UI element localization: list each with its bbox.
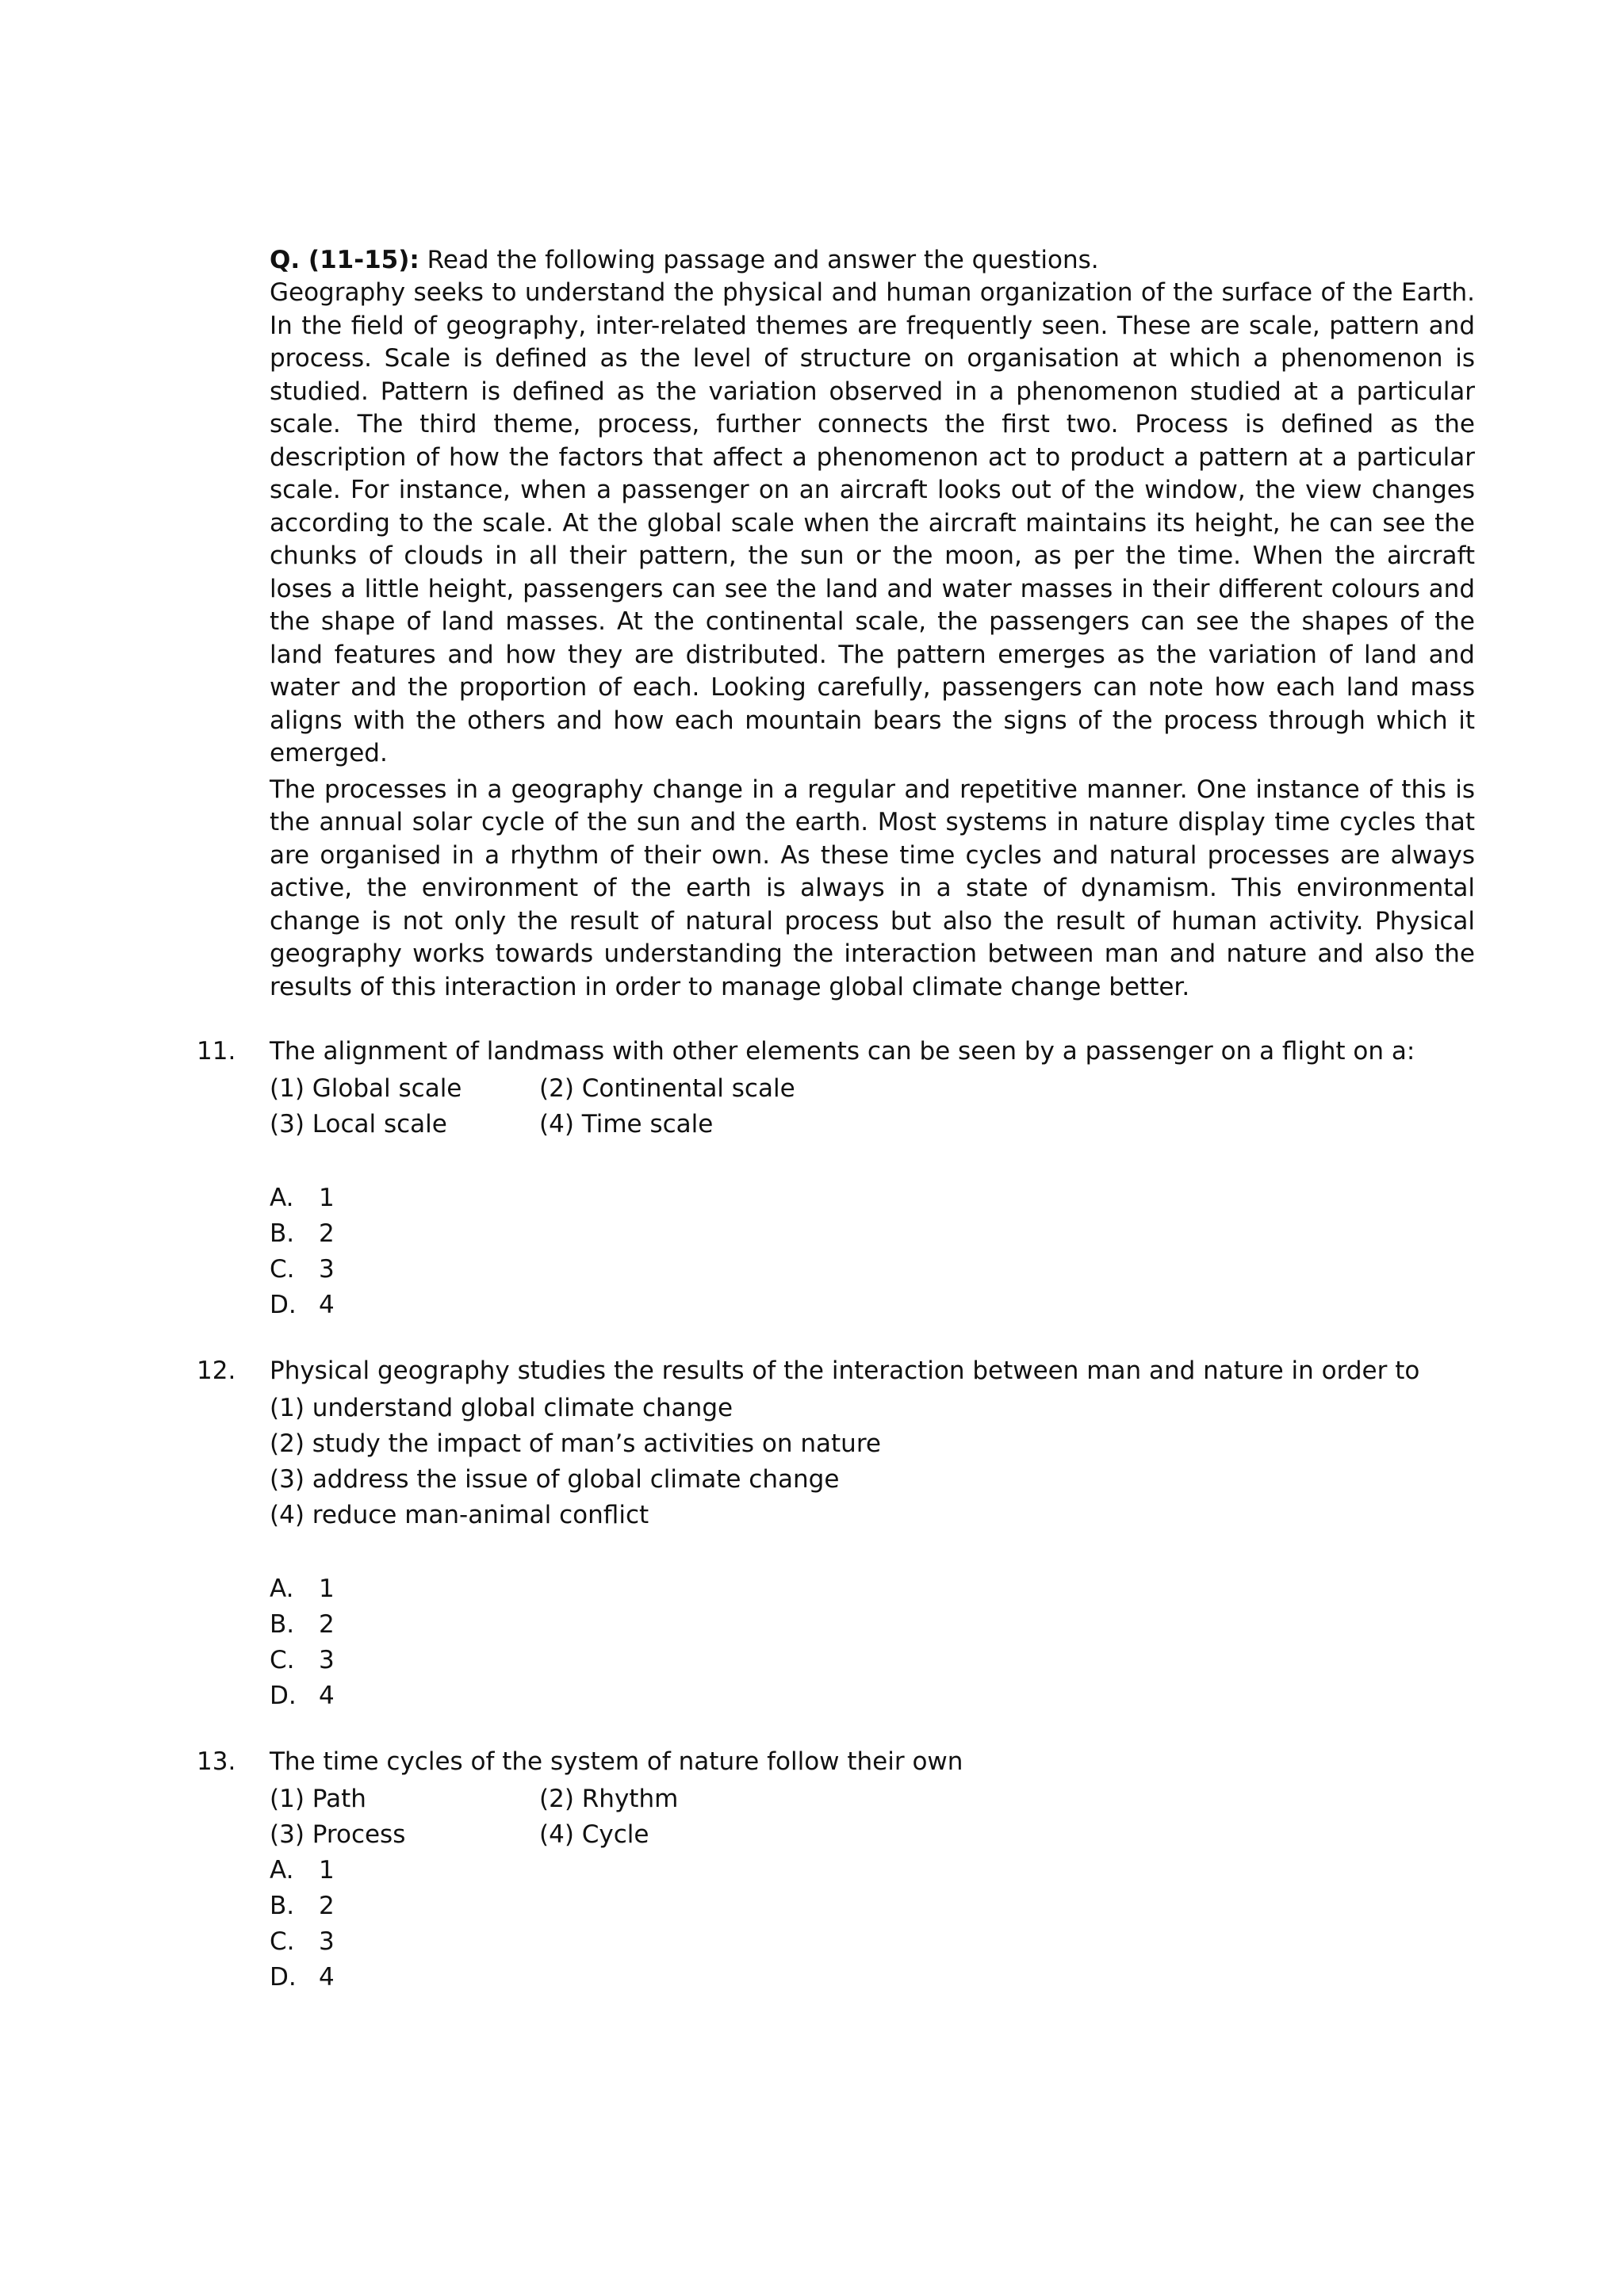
choice-letter: B. [270, 1610, 295, 1639]
passage-heading [270, 244, 1475, 277]
choice-letter: C. [270, 1927, 295, 1956]
choice-b [270, 1607, 1475, 1643]
option-2: (2) study the impact of man’s activities on nature [270, 1429, 881, 1458]
choice-value: 3 [319, 1255, 335, 1284]
choice-a [270, 1181, 1475, 1216]
choice-value: 4 [319, 1963, 335, 1992]
choice-letter: C. [270, 1255, 295, 1284]
page-content [197, 244, 1475, 1996]
answer-choices [270, 1181, 1475, 1323]
choice-letter: C. [270, 1646, 295, 1674]
choice-d [270, 1960, 1475, 1996]
option-4: (4) Cycle [539, 1820, 649, 1849]
question-number: 13. [197, 1747, 236, 1776]
option-3: (3) Local scale [270, 1110, 447, 1138]
choice-value: 3 [319, 1646, 335, 1674]
choice-letter: A. [270, 1856, 294, 1885]
question-text: The alignment of landmass with other elements can be seen by a passenger on a flight on a: [270, 1037, 1415, 1066]
choice-c [270, 1252, 1475, 1288]
option-4: (4) reduce man-animal conflict [270, 1501, 649, 1529]
option-list [270, 1781, 1475, 1853]
passage-heading-prefix: Q. (11-15): [270, 246, 419, 274]
choice-letter: D. [270, 1682, 297, 1710]
choice-a [270, 1853, 1475, 1888]
choice-letter: A. [270, 1575, 294, 1603]
choice-letter: B. [270, 1219, 295, 1248]
choice-letter: A. [270, 1184, 294, 1212]
question-number: 12. [197, 1357, 236, 1385]
passage-paragraph-1: Geography seeks to understand the physical and human organization of the surface of the Earth. In the field of geography, inter-related themes are frequently seen. These are scale, pattern and process. Scale is defined as the level of structure on organisation at which a phenomenon is studied. Pattern is defined as the variation observed in a phenomenon studied at a particular scale. The third theme, process, further connects the first two. Process is defined as the description of how the factors that affect a phenomenon act to product a pattern at a particular scale. For instance, when a passenger on an aircraft looks out of the window, the view changes according to the scale. At the global scale when the aircraft maintains its height, he can see the chunks of clouds in all their pattern, the sun or the moon, as per the time. When the aircraft loses a little height, passengers can see the land and water masses in their different colours and the shape of land masses. At the continental scale, the passengers can see the shapes of the land features and how they are distributed. The pattern emerges as the variation of land and water and the proportion of each. Looking carefully, passengers can note how each land mass aligns with the others and how each mountain bears the signs of the process through which it emerged. [270, 278, 1475, 767]
question-13 [197, 1746, 1475, 1996]
choice-letter: D. [270, 1963, 297, 1992]
choice-c [270, 1643, 1475, 1678]
option-4: (4) Time scale [539, 1110, 714, 1138]
choice-value: 1 [319, 1184, 335, 1212]
option-3: (3) Process [270, 1820, 406, 1849]
choice-value: 2 [319, 1610, 335, 1639]
option-3: (3) address the issue of global climate change [270, 1465, 840, 1494]
answer-choices [270, 1571, 1475, 1714]
question-text: The time cycles of the system of nature follow their own [270, 1747, 963, 1776]
choice-value: 2 [319, 1219, 335, 1248]
question-number: 11. [197, 1037, 236, 1066]
option-1: (1) Global scale [270, 1074, 462, 1103]
passage-heading-text: Read the following passage and answer the questions. [419, 246, 1099, 274]
question-11 [197, 1035, 1475, 1323]
choice-value: 4 [319, 1291, 335, 1319]
choice-c [270, 1924, 1475, 1960]
choice-b [270, 1216, 1475, 1252]
choice-a [270, 1571, 1475, 1607]
choice-value: 1 [319, 1856, 335, 1885]
choice-b [270, 1888, 1475, 1924]
question-12 [197, 1355, 1475, 1714]
choice-letter: B. [270, 1892, 295, 1920]
choice-d [270, 1288, 1475, 1323]
choice-d [270, 1678, 1475, 1714]
passage-paragraph-2: The processes in a geography change in a regular and repetitive manner. One instance of this is the annual solar cycle of the sun and the earth. Most systems in nature display time cycles that are organised in a rhythm of their own. As these time cycles and natural processes are always active, the environment of the earth is always in a state of dynamism. This environmental change is not only the result of natural process but also the result of human activity. Physical geography works towards understanding the interaction between man and nature and also the results of this interaction in order to manage global climate change better. [270, 775, 1475, 1001]
choice-value: 1 [319, 1575, 335, 1603]
option-1: (1) Path [270, 1785, 366, 1813]
choice-value: 3 [319, 1927, 335, 1956]
option-2: (2) Continental scale [539, 1074, 795, 1103]
answer-choices [270, 1853, 1475, 1996]
option-1: (1) understand global climate change [270, 1394, 733, 1422]
choice-letter: D. [270, 1291, 297, 1319]
option-2: (2) Rhythm [539, 1785, 679, 1813]
choice-value: 4 [319, 1682, 335, 1710]
option-list [270, 1391, 1475, 1533]
question-text: Physical geography studies the results of the interaction between man and nature in order to [270, 1357, 1420, 1385]
choice-value: 2 [319, 1892, 335, 1920]
option-list [270, 1071, 1475, 1142]
